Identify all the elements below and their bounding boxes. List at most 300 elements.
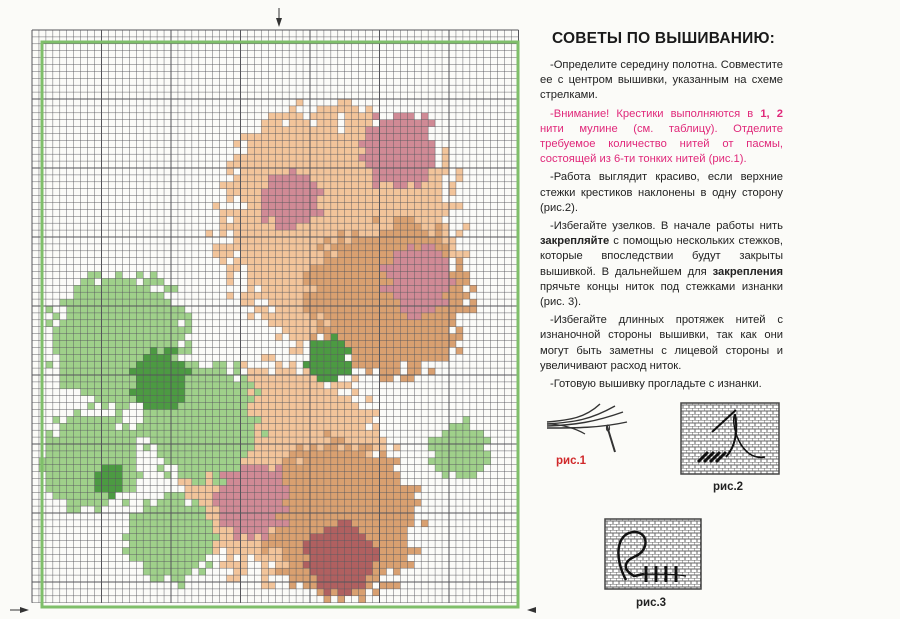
stitch-cell [407, 140, 414, 147]
stitch-cell [428, 161, 435, 168]
stitch-cell [352, 272, 359, 279]
stitch-cell [241, 465, 248, 472]
stitch-cell [122, 382, 129, 389]
stitch-cell [407, 223, 414, 230]
stitch-cell [220, 423, 227, 430]
stitch-cell [470, 306, 477, 313]
stitch-cell [88, 465, 95, 472]
stitch-cell [247, 534, 254, 541]
stitch-cell [393, 534, 400, 541]
stitch-cell [282, 479, 289, 486]
stitch-cell [303, 368, 310, 375]
stitch-cell [373, 527, 380, 534]
stitch-cell [275, 541, 282, 548]
stitch-cell [386, 120, 393, 127]
stitch-cell [171, 513, 178, 520]
stitch-cell [289, 403, 296, 410]
stitch-cell [268, 223, 275, 230]
stitch-cell [421, 189, 428, 196]
stitch-cell [303, 548, 310, 555]
stitch-cell [296, 479, 303, 486]
stitch-cell [282, 223, 289, 230]
stitch-cell [303, 534, 310, 541]
stitch-cell [449, 251, 456, 258]
stitch-cell [407, 506, 414, 513]
stitch-cell [220, 251, 227, 258]
stitch-cell [331, 341, 338, 348]
stitch-cell [393, 479, 400, 486]
stitch-cell [345, 203, 352, 210]
stitch-cell [373, 458, 380, 465]
stitch-cell [95, 272, 102, 279]
stitch-cell [67, 479, 74, 486]
stitch-cell [407, 341, 414, 348]
stitch-cell [164, 548, 171, 555]
tip-4-part-5: прячьте концы ниток под стежками изнанки (рис. 3). [540, 280, 783, 309]
stitch-cell [296, 175, 303, 182]
stitch-cell [380, 237, 387, 244]
stitch-cell [268, 272, 275, 279]
stitch-cell [303, 430, 310, 437]
stitch-cell [359, 327, 366, 334]
stitch-cell [380, 251, 387, 258]
stitch-cell [150, 423, 157, 430]
stitch-cell [171, 423, 178, 430]
stitch-cell [185, 416, 192, 423]
stitch-cell [366, 361, 373, 368]
stitch-cell [282, 396, 289, 403]
stitch-cell [157, 416, 164, 423]
stitch-cell [227, 575, 234, 582]
stitch-cell [366, 561, 373, 568]
stitch-cell [386, 292, 393, 299]
stitch-cell [345, 258, 352, 265]
stitch-cell [213, 244, 220, 251]
stitch-cell [421, 196, 428, 203]
stitch-cell [171, 354, 178, 361]
stitch-cell [338, 341, 345, 348]
stitch-cell [275, 196, 282, 203]
stitch-cell [275, 527, 282, 534]
stitch-cell [81, 361, 88, 368]
stitch-cell [192, 458, 199, 465]
stitch-cell [213, 451, 220, 458]
stitch-cell [310, 416, 317, 423]
stitch-cell [414, 209, 421, 216]
stitch-cell [185, 534, 192, 541]
stitch-cell [289, 396, 296, 403]
stitch-cell [386, 548, 393, 555]
stitch-cell [178, 423, 185, 430]
stitch-cell [310, 196, 317, 203]
stitch-cell [206, 520, 213, 527]
stitch-cell [345, 403, 352, 410]
stitch-cell [386, 327, 393, 334]
stitch-cell [352, 541, 359, 548]
stitch-cell [324, 361, 331, 368]
stitch-cell [60, 299, 67, 306]
stitch-cell [227, 506, 234, 513]
stitch-cell [380, 368, 387, 375]
stitch-cell [199, 465, 206, 472]
stitch-cell [171, 506, 178, 513]
stitch-cell [324, 313, 331, 320]
stitch-cell [338, 382, 345, 389]
stitch-cell [150, 347, 157, 354]
stitch-cell [366, 554, 373, 561]
stitch-cell [331, 568, 338, 575]
stitch-cell [407, 196, 414, 203]
tip-1 [540, 58, 783, 104]
stitch-cell [199, 416, 206, 423]
stitch-cell [317, 451, 324, 458]
stitch-cell [241, 182, 248, 189]
stitch-cell [428, 154, 435, 161]
stitch-cell [366, 465, 373, 472]
stitch-cell [220, 520, 227, 527]
stitch-cell [185, 548, 192, 555]
stitch-cell [115, 416, 122, 423]
stitch-cell [303, 527, 310, 534]
stitch-cell [393, 203, 400, 210]
stitch-cell [400, 375, 407, 382]
stitch-cell [359, 513, 366, 520]
stitch-cell [53, 479, 60, 486]
stitch-cell [261, 140, 268, 147]
stitch-cell [338, 458, 345, 465]
stitch-cell [303, 492, 310, 499]
stitch-cell [247, 147, 254, 154]
stitch-cell [227, 423, 234, 430]
stitch-cell [296, 272, 303, 279]
stitch-cell [247, 196, 254, 203]
stitch-cell [178, 548, 185, 555]
stitch-cell [261, 313, 268, 320]
stitch-cell [213, 382, 220, 389]
stitch-cell [185, 389, 192, 396]
stitch-cell [164, 541, 171, 548]
stitch-cell [282, 285, 289, 292]
stitch-cell [289, 485, 296, 492]
stitch-cell [234, 437, 241, 444]
stitch-cell [164, 410, 171, 417]
stitch-cell [289, 513, 296, 520]
stitch-cell [268, 389, 275, 396]
stitch-cell [380, 347, 387, 354]
stitch-cell [115, 451, 122, 458]
stitch-cell [81, 465, 88, 472]
stitch-cell [324, 375, 331, 382]
stitch-cell [234, 430, 241, 437]
stitch-cell [157, 430, 164, 437]
stitch-cell [192, 527, 199, 534]
stitch-cell [338, 230, 345, 237]
stitch-cell [150, 272, 157, 279]
stitch-cell [88, 444, 95, 451]
stitch-cell [178, 437, 185, 444]
stitch-cell [296, 444, 303, 451]
stitch-cell [254, 513, 261, 520]
stitch-cell [227, 561, 234, 568]
stitch-cell [178, 444, 185, 451]
stitch-cell [289, 230, 296, 237]
stitch-cell [178, 492, 185, 499]
stitch-cell [331, 127, 338, 134]
stitch-cell [296, 554, 303, 561]
stitch-cell [60, 430, 67, 437]
stitch-cell [324, 458, 331, 465]
stitch-cell [414, 341, 421, 348]
stitch-cell [60, 458, 67, 465]
stitch-cell [317, 361, 324, 368]
stitch-cell [373, 168, 380, 175]
stitch-cell [185, 396, 192, 403]
stitch-cell [178, 472, 185, 479]
stitch-cell [310, 175, 317, 182]
stitch-cell [359, 423, 366, 430]
stitch-cell [324, 575, 331, 582]
stitch-cell [338, 527, 345, 534]
stitch-cell [449, 437, 456, 444]
stitch-cell [261, 251, 268, 258]
stitch-cell [317, 189, 324, 196]
stitch-cell [380, 313, 387, 320]
stitch-cell [213, 437, 220, 444]
stitch-cell [206, 499, 213, 506]
stitch-cell [164, 341, 171, 348]
stitch-cell [164, 327, 171, 334]
stitch-cell [414, 161, 421, 168]
stitch-cell [60, 437, 67, 444]
stitch-cell [171, 389, 178, 396]
stitch-cell [261, 375, 268, 382]
stitch-cell [442, 230, 449, 237]
stitch-cell [331, 389, 338, 396]
stitch-cell [393, 520, 400, 527]
stitch-cell [247, 272, 254, 279]
stitch-cell [261, 534, 268, 541]
stitch-cell [234, 216, 241, 223]
stitch-cell [129, 458, 136, 465]
stitch-cell [268, 451, 275, 458]
stitch-cell [421, 237, 428, 244]
stitch-cell [338, 223, 345, 230]
stitch-cell [407, 244, 414, 251]
stitch-cell [247, 313, 254, 320]
stitch-cell [317, 589, 324, 596]
stitch-cell [282, 492, 289, 499]
stitch-cell [136, 554, 143, 561]
stitch-cell [282, 147, 289, 154]
stitch-cell [282, 237, 289, 244]
stitch-cell [171, 561, 178, 568]
stitch-cell [213, 423, 220, 430]
stitch-cell [331, 396, 338, 403]
stitch-cell [400, 258, 407, 265]
stitch-cell [143, 410, 150, 417]
stitch-cell [393, 140, 400, 147]
stitch-cell [303, 134, 310, 141]
stitch-cell [150, 527, 157, 534]
stitch-cell [178, 465, 185, 472]
stitch-cell [456, 472, 463, 479]
stitch-cell [310, 299, 317, 306]
stitch-cell [289, 389, 296, 396]
stitch-cell [428, 237, 435, 244]
stitch-cell [386, 258, 393, 265]
stitch-cell [393, 554, 400, 561]
stitch-cell [345, 161, 352, 168]
stitch-cell [477, 430, 484, 437]
stitch-cell [380, 306, 387, 313]
stitch-cell [324, 237, 331, 244]
stitch-cell [303, 127, 310, 134]
stitch-cell [352, 527, 359, 534]
stitch-cell [157, 527, 164, 534]
stitch-cell [331, 154, 338, 161]
stitch-cell [393, 368, 400, 375]
stitch-cell [296, 134, 303, 141]
stitch-cell [463, 278, 470, 285]
stitch-cell [275, 299, 282, 306]
stitch-cell [247, 527, 254, 534]
stitch-cell [442, 203, 449, 210]
stitch-cell [171, 285, 178, 292]
stitch-cell [296, 168, 303, 175]
stitch-cell [157, 548, 164, 555]
stitch-cell [261, 258, 268, 265]
stitch-cell [247, 499, 254, 506]
stitch-cell [345, 527, 352, 534]
stitch-cell [268, 527, 275, 534]
stitch-cell [275, 368, 282, 375]
stitch-cell [261, 458, 268, 465]
stitch-cell [74, 375, 81, 382]
figure-3-securing-thread [604, 518, 702, 590]
stitch-cell [338, 106, 345, 113]
stitch-cell [359, 541, 366, 548]
stitch-cell [331, 541, 338, 548]
stitch-cell [393, 299, 400, 306]
stitch-cell [324, 223, 331, 230]
stitch-cell [359, 161, 366, 168]
stitch-cell [254, 189, 261, 196]
stitch-cell [338, 320, 345, 327]
stitch-cell [477, 444, 484, 451]
stitch-cell [331, 320, 338, 327]
stitch-cell [234, 527, 241, 534]
stitch-cell [449, 244, 456, 251]
stitch-cell [338, 437, 345, 444]
stitch-cell [53, 327, 60, 334]
stitch-cell [449, 306, 456, 313]
stitch-cell [122, 285, 129, 292]
stitch-cell [435, 354, 442, 361]
stitch-cell [53, 437, 60, 444]
stitch-cell [324, 554, 331, 561]
stitch-cell [386, 492, 393, 499]
stitch-cell [171, 527, 178, 534]
stitch-cell [129, 396, 136, 403]
stitch-cell [102, 278, 109, 285]
stitch-cell [164, 444, 171, 451]
stitch-cell [338, 278, 345, 285]
stitch-cell [282, 410, 289, 417]
stitch-cell [359, 320, 366, 327]
figure-1-needle-threads [545, 400, 635, 460]
stitch-cell [352, 320, 359, 327]
stitch-cell [373, 134, 380, 141]
stitch-cell [407, 285, 414, 292]
stitch-cell [275, 403, 282, 410]
stitch-cell [289, 140, 296, 147]
stitch-cell [213, 389, 220, 396]
stitch-cell [227, 251, 234, 258]
stitch-cell [393, 168, 400, 175]
stitch-cell [414, 292, 421, 299]
stitch-cell [317, 134, 324, 141]
stitch-cell [373, 492, 380, 499]
stitch-cell [275, 479, 282, 486]
stitch-cell [331, 430, 338, 437]
stitch-cell [338, 175, 345, 182]
stitch-cell [338, 140, 345, 147]
stitch-cell [206, 541, 213, 548]
stitch-cell [268, 396, 275, 403]
stitch-cell [178, 513, 185, 520]
stitch-cell [227, 189, 234, 196]
stitch-cell [338, 403, 345, 410]
stitch-cell [102, 327, 109, 334]
stitch-cell [206, 423, 213, 430]
stitch-cell [303, 237, 310, 244]
stitch-cell [275, 120, 282, 127]
stitch-cell [282, 161, 289, 168]
stitch-cell [324, 216, 331, 223]
stitch-cell [46, 320, 53, 327]
stitch-cell [310, 292, 317, 299]
stitch-cell [414, 134, 421, 141]
stitch-cell [393, 278, 400, 285]
stitch-cell [421, 182, 428, 189]
stitch-cell [338, 451, 345, 458]
stitch-cell [366, 354, 373, 361]
stitch-cell [414, 251, 421, 258]
stitch-cell [157, 568, 164, 575]
stitch-cell [324, 437, 331, 444]
stitch-cell [60, 341, 67, 348]
stitch-cell [366, 410, 373, 417]
stitch-cell [136, 361, 143, 368]
stitch-cell [345, 237, 352, 244]
stitch-cell [338, 154, 345, 161]
stitch-cell [317, 147, 324, 154]
stitch-cell [95, 430, 102, 437]
stitch-cell [449, 285, 456, 292]
stitch-cell [150, 361, 157, 368]
stitch-cell [289, 106, 296, 113]
stitch-cell [150, 575, 157, 582]
stitch-cell [282, 444, 289, 451]
stitch-cell [386, 472, 393, 479]
stitch-cell [67, 416, 74, 423]
stitch-cell [359, 230, 366, 237]
stitch-cell [366, 527, 373, 534]
stitch-cell [171, 416, 178, 423]
stitch-cell [185, 458, 192, 465]
stitch-cell [324, 479, 331, 486]
stitch-cell [296, 320, 303, 327]
